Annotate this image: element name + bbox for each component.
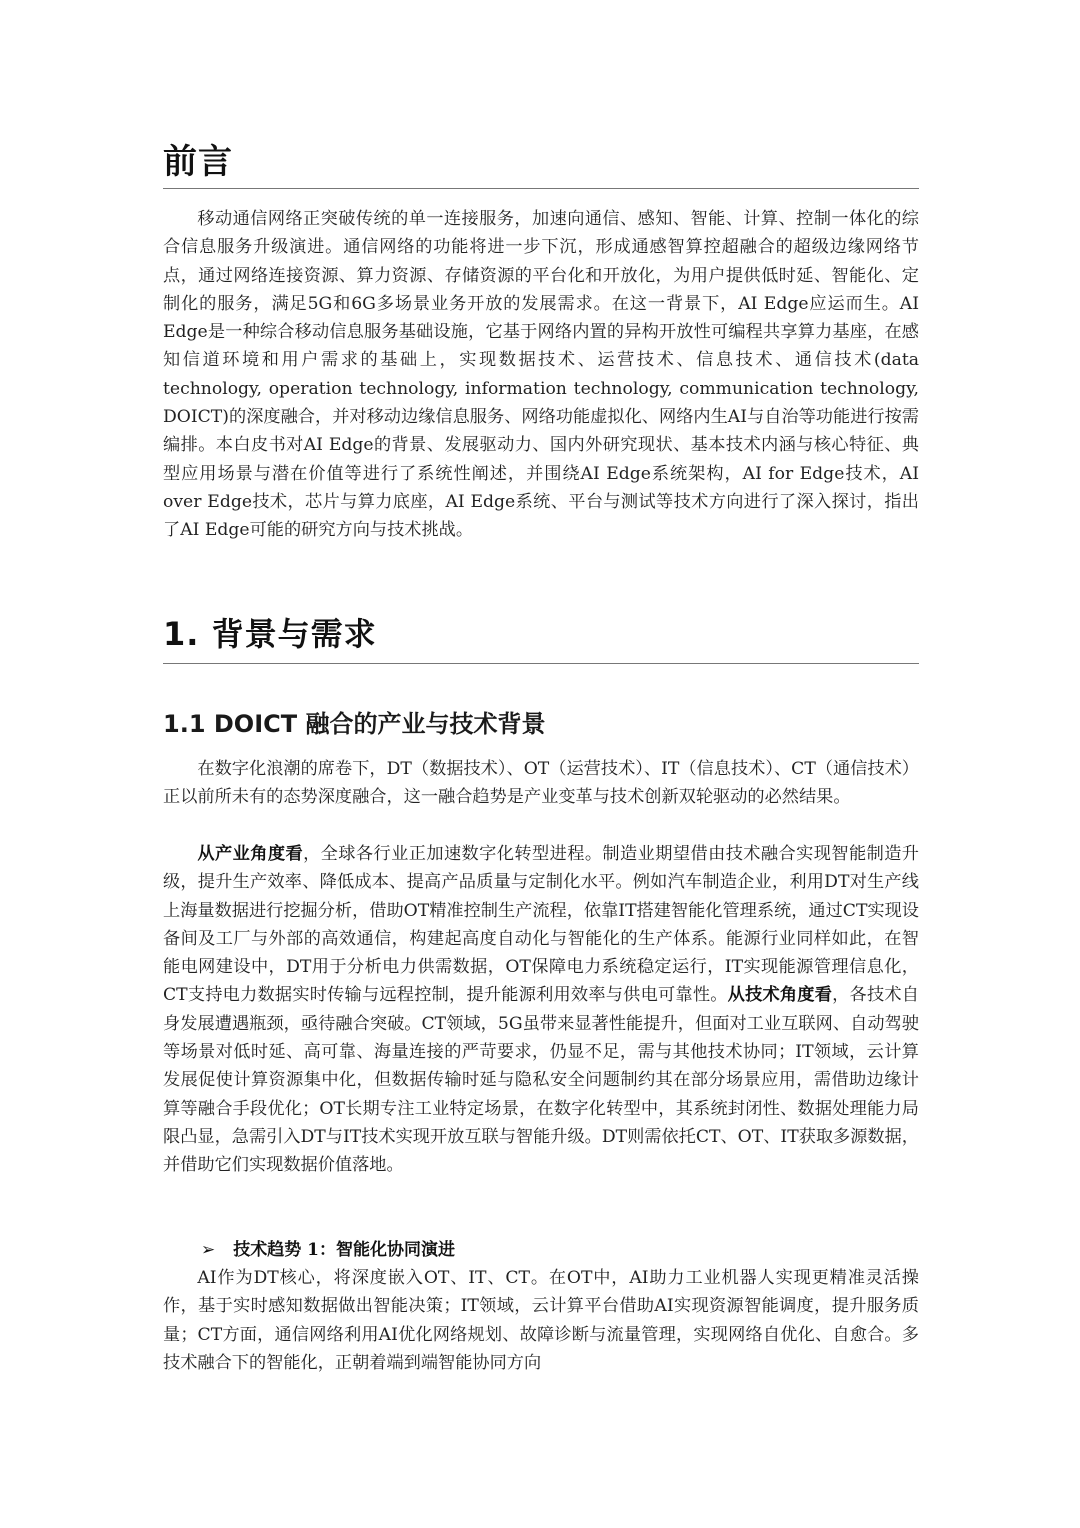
section-1-1-heading: 1.1 DOICT 融合的产业与技术背景 <box>163 710 546 738</box>
industry-tech-paragraph <box>163 840 919 1180</box>
preface-heading: 前言 <box>163 142 233 182</box>
trend-paragraph: AI作为DT核心，将深度嵌入OT、IT、CT。在OT中，AI助力工业机器人实现更精准灵活操作，基于实时感知数据做出智能决策；IT领域，云计算平台借助AI实现资源智能调度，提升服务质量；CT方面，通信网络利用AI优化网络规划、故障诊断与流量管理，实现网络自优化、自愈合。多技术融合下的智能化，正朝着端到端智能协同方向 <box>163 1268 919 1373</box>
industry-lead-bold: 从产业角度看 <box>197 844 304 864</box>
heading-divider <box>163 663 919 664</box>
arrow-bullet-icon: ➢ <box>201 1240 216 1260</box>
tech-body-text: ，各技术自身发展遭遇瓶颈，亟待融合突破。CT领域，5G虽带来显著性能提升，但面对工业互联网、自动驾驶等场景对低时延、高可靠、海量连接的严苛要求，仍显不足，需与其他技术协同；IT领域，云计算发展促使计算资源集中化，但数据传输时延与隐私安全问题制约其在部分场景应用，需借助边缘计算等融合手段优化；OT长期专注工业特定场景，在数字化转型中，其系统封闭性、数据处理能力局限凸显，急需引入DT与IT技术实现开放互联与智能升级。DT则需依托CT、OT、IT获取多源数据，并借助它们实现数据价值落地。 <box>163 985 919 1176</box>
chapter-1-heading: 1. 背景与需求 <box>163 615 377 653</box>
section-intro-paragraph: 在数字化浪潮的席卷下，DT（数据技术）、OT（运营技术）、IT（信息技术）、CT（通信技术）正以前所未有的态势深度融合，这一融合趋势是产业变革与技术创新双轮驱动的必然结果。 <box>163 759 919 808</box>
industry-body-text: ，全球各行业正加速数字化转型进程。制造业期望借由技术融合实现智能制造升级，提升生产效率、降低成本、提高产品质量与定制化水平。例如汽车制造企业，利用DT对生产线上海量数据进行挖掘分析，借助OT精准控制生产流程，依靠IT搭建智能化管理系统，通过CT实现设备间及工厂与外部的高效通信，构建起高度自动化与智能化的生产体系。能源行业同样如此，在智能电网建设中，DT用于分析电力供需数据，OT保障电力系统稳定运行，IT实现能源管理信息化，CT支持电力数据实时传输与远程控制，提升能源利用效率与供电可靠性。 <box>163 844 919 1006</box>
heading-divider <box>163 188 919 189</box>
preface-paragraph: 移动通信网络正突破传统的单一连接服务，加速向通信、感知、智能、计算、控制一体化的综合信息服务升级演进。通信网络的功能将进一步下沉，形成通感智算控超融合的超级边缘网络节点，通过网络连接资源、算力资源、存储资源的平台化和开放化，为用户提供低时延、智能化、定制化的服务，满足5G和6G多场景业务开放的发展需求。在这一背景下，AI Edge应运而生。AI Edge是一种综合移动信息服务基础设施，它基于网络内置的异构开放性可编程共享算力基座，在感知信道环境和用户需求的基础上，实现数据技术、运营技术、信息技术、通信技术(data technology, operation technology, information technology, communication technology, DOICT)的深度融合，并对移动边缘信息服务、网络功能虚拟化、网络内生AI与自治等功能进行按需编排。本白皮书对AI Edge的背景、发展驱动力、国内外研究现状、基本技术内涵与核心特征、典型应用场景与潜在价值等进行了系统性阐述，并围绕AI Edge系统架构，AI for Edge技术，AI over Edge技术，芯片与算力底座，AI Edge系统、平台与测试等技术方向进行了深入探讨，指出了AI Edge可能的研究方向与技术挑战。 <box>163 209 919 541</box>
trend-title: 技术趋势 1：智能化协同演进 <box>233 1240 455 1260</box>
tech-lead-bold: 从技术角度看 <box>727 985 833 1006</box>
trend-bullet <box>201 1236 455 1264</box>
